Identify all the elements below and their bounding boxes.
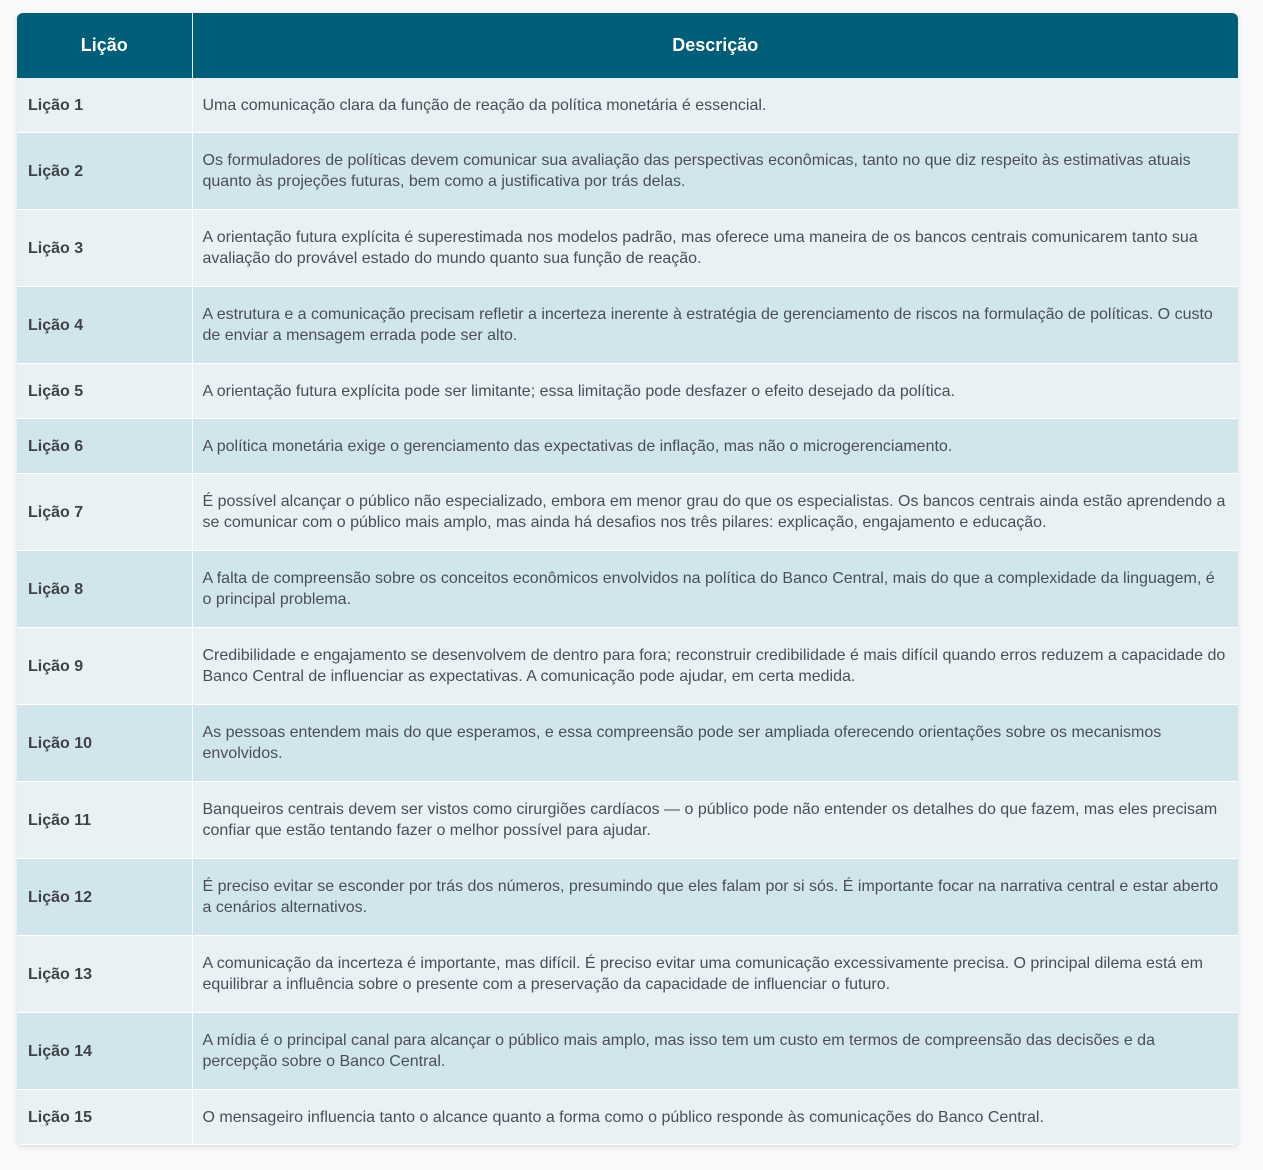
table-row: [17, 628, 1238, 705]
table-row: [17, 1013, 1238, 1090]
header-lesson: Lição: [17, 13, 192, 78]
lesson-cell: Lição 7: [17, 474, 192, 551]
lesson-cell: Lição 15: [17, 1090, 192, 1145]
lessons-table: [17, 13, 1238, 1145]
table-row: [17, 936, 1238, 1013]
table-row: [17, 78, 1238, 133]
description-cell: A comunicação da incerteza é importante, mas difícil. É preciso evitar uma comunicação excessivamente precisa. O principal dilema está em equilibrar a influência sobre o presente com a preservação da capacidade de influenciar o futuro.: [192, 936, 1238, 1013]
table-row: [17, 210, 1238, 287]
header-description: Descrição: [192, 13, 1238, 78]
description-cell: Banqueiros centrais devem ser vistos como cirurgiões cardíacos — o público pode não entender os detalhes do que fazem, mas eles precisam confiar que estão tentando fazer o melhor possível para ajudar.: [192, 782, 1238, 859]
description-cell: A orientação futura explícita pode ser limitante; essa limitação pode desfazer o efeito desejado da política.: [192, 364, 1238, 419]
description-cell: A falta de compreensão sobre os conceitos econômicos envolvidos na política do Banco Central, mais do que a complexidade da linguagem, é o principal problema.: [192, 551, 1238, 628]
lesson-cell: Lição 1: [17, 78, 192, 133]
lesson-cell: Lição 13: [17, 936, 192, 1013]
table-row: [17, 705, 1238, 782]
table-row: [17, 1090, 1238, 1145]
lesson-cell: Lição 5: [17, 364, 192, 419]
table-header: [17, 13, 1238, 78]
description-cell: O mensageiro influencia tanto o alcance quanto a forma como o público responde às comunicações do Banco Central.: [192, 1090, 1238, 1145]
table-row: [17, 364, 1238, 419]
lessons-table-container: [17, 13, 1238, 1145]
description-cell: A mídia é o principal canal para alcançar o público mais amplo, mas isso tem um custo em termos de compreensão das decisões e da percepção sobre o Banco Central.: [192, 1013, 1238, 1090]
table-row: [17, 133, 1238, 210]
lesson-cell: Lição 4: [17, 287, 192, 364]
table-row: [17, 859, 1238, 936]
lesson-cell: Lição 9: [17, 628, 192, 705]
description-cell: A orientação futura explícita é superestimada nos modelos padrão, mas oferece uma maneira de os bancos centrais comunicarem tanto sua avaliação do provável estado do mundo quanto sua função de reação.: [192, 210, 1238, 287]
lesson-cell: Lição 10: [17, 705, 192, 782]
lesson-cell: Lição 11: [17, 782, 192, 859]
description-cell: É possível alcançar o público não especializado, embora em menor grau do que os especialistas. Os bancos centrais ainda estão aprendendo a se comunicar com o público mais amplo, mas ainda há desafios nos três pilares: explicação, engajamento e educação.: [192, 474, 1238, 551]
table-row: [17, 551, 1238, 628]
lesson-cell: Lição 12: [17, 859, 192, 936]
lesson-cell: Lição 6: [17, 419, 192, 474]
description-cell: A estrutura e a comunicação precisam refletir a incerteza inerente à estratégia de gerenciamento de riscos na formulação de políticas. O custo de enviar a mensagem errada pode ser alto.: [192, 287, 1238, 364]
description-cell: É preciso evitar se esconder por trás dos números, presumindo que eles falam por si sós. É importante focar na narrativa central e estar aberto a cenários alternativos.: [192, 859, 1238, 936]
lesson-cell: Lição 14: [17, 1013, 192, 1090]
lesson-cell: Lição 3: [17, 210, 192, 287]
description-cell: Uma comunicação clara da função de reação da política monetária é essencial.: [192, 78, 1238, 133]
table-row: [17, 419, 1238, 474]
lesson-cell: Lição 2: [17, 133, 192, 210]
table-row: [17, 782, 1238, 859]
description-cell: Credibilidade e engajamento se desenvolvem de dentro para fora; reconstruir credibilidade é mais difícil quando erros reduzem a capacidade do Banco Central de influenciar as expectativas. A comunicação pode ajudar, em certa medida.: [192, 628, 1238, 705]
description-cell: A política monetária exige o gerenciamento das expectativas de inflação, mas não o microgerenciamento.: [192, 419, 1238, 474]
description-cell: Os formuladores de políticas devem comunicar sua avaliação das perspectivas econômicas, tanto no que diz respeito às estimativas atuais quanto às projeções futuras, bem como a justificativa por trás delas.: [192, 133, 1238, 210]
lesson-cell: Lição 8: [17, 551, 192, 628]
table-row: [17, 287, 1238, 364]
description-cell: As pessoas entendem mais do que esperamos, e essa compreensão pode ser ampliada oferecendo orientações sobre os mecanismos envolvidos.: [192, 705, 1238, 782]
header-row: [17, 13, 1238, 78]
table-row: [17, 474, 1238, 551]
table-body: [17, 78, 1238, 1145]
